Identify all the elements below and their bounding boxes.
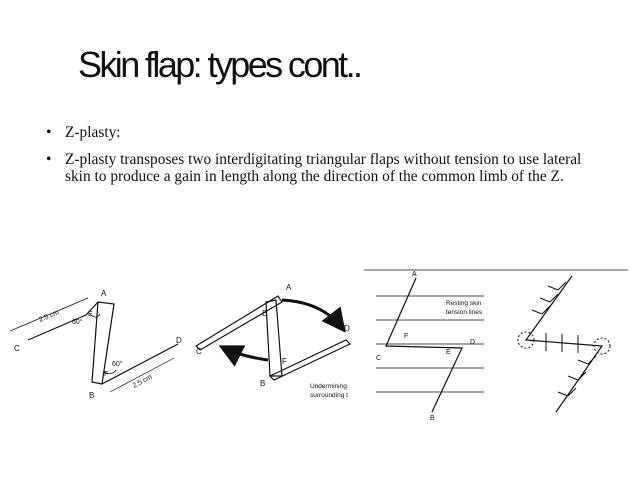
label-a: A xyxy=(412,271,417,278)
note-undermining: Undermining xyxy=(310,383,347,390)
panel-sutured-result xyxy=(518,276,610,412)
label-f: F xyxy=(404,333,409,340)
z-central-limb xyxy=(92,302,114,384)
label-c: C xyxy=(14,344,20,353)
angle-label-bottom: 60° xyxy=(112,361,123,368)
bullet-dot: • xyxy=(46,151,52,168)
transposition-arrow-left xyxy=(224,348,268,360)
label-d: D xyxy=(344,324,350,333)
label-e: E xyxy=(262,309,268,318)
slide-title: Skin flap: types cont.. xyxy=(78,44,361,85)
note-resting-skin: Resting skin xyxy=(446,300,482,307)
panel-tension-lines xyxy=(364,270,628,412)
label-b: B xyxy=(430,415,435,422)
label-c: C xyxy=(196,347,202,356)
suture-marks-lower xyxy=(558,356,596,396)
label-e: E xyxy=(446,349,451,356)
bullet-item xyxy=(46,151,606,185)
suture-marks-central xyxy=(546,333,578,353)
bullet-list xyxy=(46,124,606,195)
label-a: A xyxy=(286,283,292,292)
bullet-text: Z-plasty transposes two interdigitating triangular flaps without tension to use lateral skin to produce a gain in length along the direction of the common limb of the Z. xyxy=(65,151,582,185)
bullet-text: Z-plasty: xyxy=(65,124,121,141)
transposition-arrow-right xyxy=(282,300,342,328)
flap-central xyxy=(266,300,282,376)
note-tension-lines: tension lines xyxy=(446,309,483,316)
note-surrounding: surrounding t xyxy=(310,392,348,399)
bullet-dot: • xyxy=(46,124,52,141)
label-f: F xyxy=(282,357,287,366)
label-b: B xyxy=(260,379,266,388)
panel-transposition xyxy=(196,296,350,380)
dimension-label-top: 2.5 cm xyxy=(38,309,61,324)
label-a: A xyxy=(101,289,107,298)
suture-marks-upper xyxy=(532,282,566,314)
label-c: C xyxy=(376,355,382,362)
sutured-z-line xyxy=(526,276,602,412)
label-b: B xyxy=(89,391,95,400)
z-plasty-figure xyxy=(0,262,638,422)
panel-design xyxy=(10,298,178,392)
label-d: D xyxy=(176,336,182,345)
flap-upper xyxy=(196,296,282,350)
label-d: D xyxy=(470,339,476,346)
angle-label-top: 60° xyxy=(72,319,83,326)
z-plasty-illustration xyxy=(0,262,638,422)
dimension-label-bottom: 2.5 cm xyxy=(131,373,154,390)
bullet-item xyxy=(46,124,606,141)
label-f: F xyxy=(104,371,109,378)
label-e: E xyxy=(88,311,93,318)
